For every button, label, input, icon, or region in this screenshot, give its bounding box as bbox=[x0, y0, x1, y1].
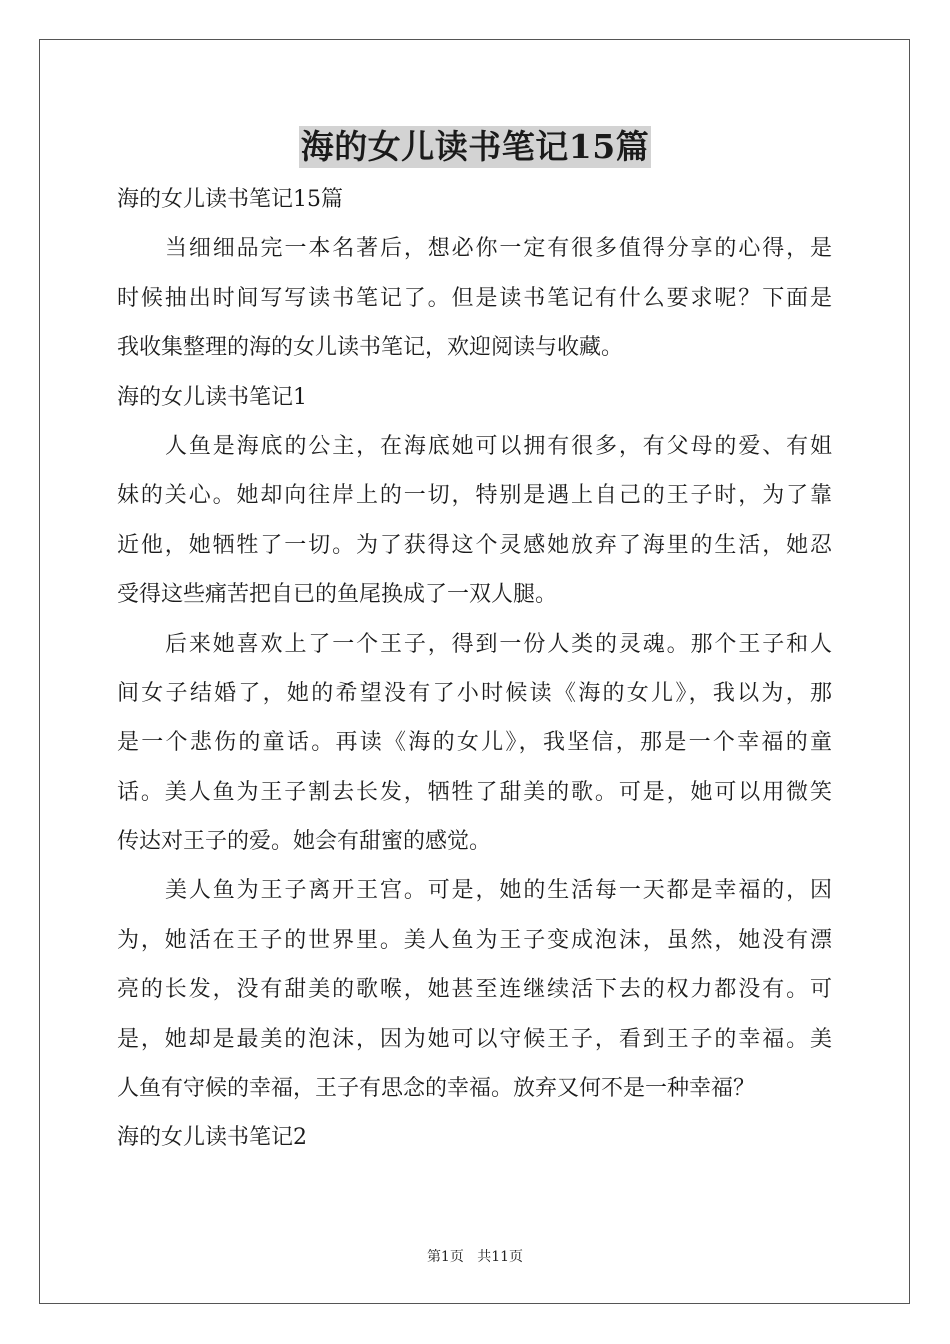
section-heading: 海的女儿读书笔记2 bbox=[117, 1125, 307, 1151]
text-line: 人鱼有守候的幸福，王子有思念的幸福。放弃又何不是一种幸福？ bbox=[117, 1076, 756, 1102]
document-body bbox=[117, 175, 832, 1163]
text-line: 当细细品完一本名著后，想必你一定有很多值得分享的心得，是 bbox=[165, 236, 832, 262]
text-line: 受得这些痛苦把自已的鱼尾换成了一双人腿。 bbox=[117, 582, 558, 608]
text-line: 间女子结婚了，她的希望没有了小时候读《海的女儿》，我以为，那 bbox=[117, 680, 832, 706]
text-line: 我收集整理的海的女儿读书笔记，欢迎阅读与收藏。 bbox=[117, 335, 624, 361]
text-line: 传达对王子的爱。她会有甜蜜的感觉。 bbox=[117, 829, 492, 855]
text-line: 近他，她牺牲了一切。为了获得这个灵感她放弃了海里的生活，她忍 bbox=[117, 532, 832, 558]
section-heading: 海的女儿读书笔记1 bbox=[117, 384, 307, 410]
text-line: 妹的关心。她却向往岸上的一切，特别是遇上自己的王子时，为了靠 bbox=[117, 483, 832, 509]
text-line: 后来她喜欢上了一个王子，得到一份人类的灵魂。那个王子和人 bbox=[165, 631, 832, 657]
text-line: 是，她却是最美的泡沫，因为她可以守候王子，看到王子的幸福。美 bbox=[117, 1026, 832, 1052]
title-container bbox=[0, 126, 950, 168]
page-number: 第1页 bbox=[426, 1249, 464, 1265]
page-footer bbox=[0, 1247, 950, 1267]
text-line: 时候抽出时间写写读书笔记了。但是读书笔记有什么要求呢？下面是 bbox=[117, 285, 832, 311]
document-title: 海的女儿读书笔记15篇 bbox=[300, 127, 650, 166]
text-line: 亮的长发，没有甜美的歌喉，她甚至连继续活下去的权力都没有。可 bbox=[117, 977, 832, 1003]
text-line: 海的女儿读书笔记15篇 bbox=[117, 187, 343, 212]
text-line: 话。美人鱼为王子割去长发，牺牲了甜美的歌。可是，她可以用微笑 bbox=[117, 779, 832, 805]
text-line: 美人鱼为王子离开王宫。可是，她的生活每一天都是幸福的，因 bbox=[165, 878, 832, 904]
text-line: 为，她活在王子的世界里。美人鱼为王子变成泡沫，虽然，她没有漂 bbox=[117, 927, 832, 953]
text-line: 人鱼是海底的公主，在海底她可以拥有很多，有父母的爱、有姐 bbox=[165, 433, 832, 459]
text-line: 是一个悲伤的童话。再读《海的女儿》，我坚信，那是一个幸福的童 bbox=[117, 730, 832, 756]
page-total: 共11页 bbox=[477, 1249, 524, 1265]
